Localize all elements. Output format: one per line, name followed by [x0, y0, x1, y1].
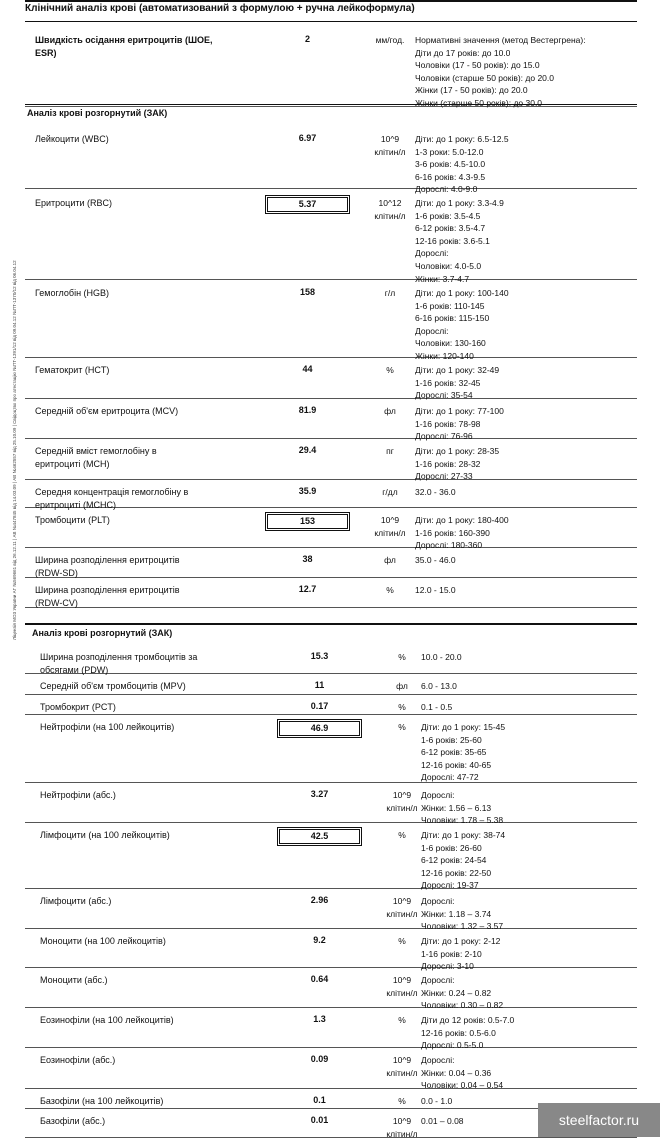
- test-name: [35, 364, 109, 377]
- reference-line: Чоловіки: 0.04 – 0.54: [421, 1080, 504, 1091]
- reference-line: Діти: до 1 року: 38-74: [421, 830, 506, 840]
- reference-line: Діти: до 1 року: 15-45: [421, 722, 506, 732]
- test-value: 0.1: [313, 1095, 326, 1105]
- test-unit: [360, 364, 420, 377]
- test-name-line: Нейтрофіли (на 100 лейкоцитів): [40, 722, 175, 732]
- reference-range: [421, 651, 462, 664]
- reference-line: Жінки (17 - 50 років): до 20.0: [415, 85, 528, 96]
- test-name-line: Базофіли (абс.): [40, 1116, 106, 1126]
- test-value: 42.5: [277, 827, 362, 846]
- test-name: [35, 197, 112, 210]
- table-row: [25, 550, 637, 578]
- test-value: 9.2: [313, 935, 326, 945]
- table-row: [25, 970, 637, 1011]
- reference-line: Жінки (старше 50 років): до 30.0: [415, 97, 543, 108]
- reference-line: 0.0 - 1.0: [421, 1096, 453, 1106]
- reference-line: 1-16 років: 78-98: [415, 418, 481, 429]
- table-row: [25, 401, 637, 442]
- reference-line: Жінки: 0.24 – 0.82: [421, 987, 492, 998]
- reference-range: [421, 1014, 514, 1052]
- test-value: 3.27: [310, 789, 329, 799]
- reference-line: Чоловіки (старше 50 років): до 20.0: [415, 72, 555, 83]
- reference-range: [421, 1115, 464, 1128]
- reference-range: [415, 197, 504, 285]
- unit-line: %: [398, 936, 406, 946]
- section-header: [25, 623, 637, 638]
- reference-line: Дорослі: 47-72: [421, 772, 479, 783]
- unit-line: фл: [396, 681, 408, 691]
- reference-line: Дорослі:: [421, 896, 455, 906]
- reference-line: Дорослі:: [421, 1055, 455, 1065]
- test-name-line: Нейтрофіли (абс.): [40, 790, 116, 800]
- test-value: 2: [304, 34, 310, 44]
- unit-line: 10^9: [380, 515, 400, 525]
- test-name-line: Моноцити (абс.): [40, 975, 108, 985]
- reference-range: [421, 895, 503, 933]
- reference-line: 12-16 років: 22-50: [421, 867, 492, 878]
- test-value: 2.96: [310, 895, 329, 905]
- test-name-line: Ширина розподілення тромбоцитів за: [40, 652, 198, 662]
- test-value: 0.09: [310, 1054, 329, 1064]
- table-row: [25, 510, 637, 551]
- test-unit: [360, 133, 420, 159]
- reference-line: Дорослі: 4.0-9.0: [415, 184, 478, 195]
- unit-line: клітин/л: [374, 528, 406, 538]
- section-title: Аналіз крові розгорнутий (ЗАК): [27, 108, 168, 118]
- test-name-line: Еозинофіли (абс.): [40, 1055, 116, 1065]
- reference-line: 1-16 років: 2-10: [421, 948, 482, 959]
- unit-line: клітин/л: [386, 1068, 418, 1078]
- test-name: [35, 445, 157, 471]
- reference-line: Дорослі: 19-37: [421, 880, 479, 891]
- reference-range: [415, 445, 499, 483]
- test-value: 44: [302, 364, 313, 374]
- reference-line: 0.1 - 0.5: [421, 702, 453, 712]
- test-name-line: еритроциті (MCHC): [35, 500, 116, 510]
- reference-line: Дорослі: 76-96: [415, 431, 473, 442]
- test-name: [40, 1054, 115, 1067]
- test-name: [40, 895, 111, 908]
- test-name-line: Тромбоцити (PLT): [35, 515, 110, 525]
- test-name-line: Ширина розподілення еритроцитів: [35, 585, 180, 595]
- test-name-line: Середній об'єм еритроцита (MCV): [35, 406, 179, 416]
- test-unit: [360, 34, 420, 47]
- test-name: [40, 935, 166, 948]
- test-name-line: Еритроцити (RBC): [35, 198, 112, 208]
- table-row: [25, 891, 637, 932]
- test-unit: [360, 445, 420, 458]
- reference-range: [421, 721, 505, 784]
- unit-line: 10^9: [392, 1055, 412, 1065]
- test-value: 6.97: [298, 133, 317, 143]
- test-name: [35, 554, 180, 580]
- unit-line: 10^9: [380, 134, 400, 144]
- test-value: 153: [265, 512, 350, 531]
- reference-line: Чоловіки: 130-160: [415, 338, 486, 349]
- test-name: [40, 829, 170, 842]
- unit-line: клітин/л: [374, 147, 406, 157]
- test-name-line: Середній об'єм тромбоцитів (MPV): [40, 681, 186, 691]
- test-name: [35, 34, 213, 60]
- reference-line: 12.0 - 15.0: [415, 585, 456, 595]
- reference-line: 0.01 – 0.08: [421, 1116, 464, 1126]
- reference-line: Дорослі:: [421, 975, 455, 985]
- reference-line: Діти: до 1 року: 6.5-12.5: [415, 134, 509, 144]
- unit-line: 10^9: [392, 790, 412, 800]
- reference-line: 10.0 - 20.0: [421, 652, 462, 662]
- reference-range: [421, 974, 503, 1012]
- reference-line: Чоловіки: 1.32 – 3.57: [421, 921, 504, 932]
- reference-line: Діти: до 1 року: 28-35: [415, 446, 500, 456]
- test-name-line: Гематокрит (HCT): [35, 365, 110, 375]
- report-header: [25, 0, 637, 22]
- test-value: 1.3: [313, 1014, 326, 1024]
- test-name: [40, 721, 174, 734]
- reference-range: [415, 554, 456, 567]
- test-unit: [360, 405, 420, 418]
- test-name: [35, 133, 109, 146]
- reference-line: 3-6 років: 4.5-10.0: [415, 159, 486, 170]
- test-unit: [360, 287, 420, 300]
- reference-range: [415, 405, 504, 443]
- test-name: [40, 974, 107, 987]
- reference-line: Жінки: 3.7-4.7: [415, 273, 470, 284]
- reference-line: 6-12 років: 24-54: [421, 855, 487, 866]
- reference-line: 6-16 років: 4.3-9.5: [415, 171, 486, 182]
- table-row: [25, 931, 637, 972]
- test-name: [35, 287, 109, 300]
- reference-range: [415, 287, 509, 363]
- reference-line: Дорослі:: [415, 248, 449, 259]
- table-row: [25, 825, 637, 889]
- test-name-line: обсягами (PDW): [40, 665, 109, 675]
- unit-line: фл: [384, 555, 396, 565]
- reference-line: 1-3 роки: 5.0-12.0: [415, 146, 484, 157]
- test-unit: [360, 554, 420, 567]
- reference-line: Жінки: 120-140: [415, 350, 474, 361]
- unit-line: 10^9: [392, 975, 412, 985]
- test-value: 35.9: [298, 486, 317, 496]
- unit-line: 10^9: [392, 1116, 412, 1126]
- test-value: 46.9: [277, 719, 362, 738]
- test-name: [40, 701, 116, 714]
- test-name-line: Лімфоцити (абс.): [40, 896, 112, 906]
- test-name: [35, 405, 178, 418]
- reference-line: 6.0 - 13.0: [421, 681, 457, 691]
- test-name-line: Лейкоцити (WBC): [35, 134, 109, 144]
- test-value: 15.3: [310, 651, 329, 661]
- test-name-line: еритроциті (MCH): [35, 459, 110, 469]
- test-name-line: Базофіли (на 100 лейкоцитів): [40, 1096, 164, 1106]
- reference-line: 1-6 років: 110-145: [415, 300, 485, 311]
- test-value: 12.7: [298, 584, 317, 594]
- reference-line: 6-16 років: 115-150: [415, 313, 490, 324]
- reference-line: Дорослі: 3-10: [421, 961, 474, 972]
- unit-line: клітин/л: [374, 211, 406, 221]
- test-value: 81.9: [298, 405, 317, 415]
- unit-line: %: [398, 830, 406, 840]
- reference-range: [415, 514, 509, 552]
- reference-range: [415, 34, 586, 110]
- test-name-line: Моноцити (на 100 лейкоцитів): [40, 936, 166, 946]
- unit-line: %: [398, 722, 406, 732]
- test-name: [40, 1115, 105, 1128]
- test-name-line: Тромбокрит (PCT): [40, 702, 116, 712]
- test-name: [35, 514, 110, 527]
- test-name-line: (RDW-SD): [35, 568, 78, 578]
- table-row: [25, 785, 637, 826]
- table-row: [25, 580, 637, 608]
- unit-line: %: [398, 1096, 406, 1106]
- reference-range: [415, 486, 456, 499]
- reference-range: [415, 133, 509, 196]
- reference-line: Нормативні значення (метод Вестергрена):: [415, 35, 586, 45]
- reference-line: 1-6 років: 3.5-4.5: [415, 210, 481, 221]
- test-unit: [360, 197, 420, 223]
- test-name-line: (RDW-CV): [35, 598, 78, 608]
- unit-line: пг: [386, 446, 394, 456]
- side-license-note: Ліцензія МОЗ України АГ №569661 від 26.12.11 | АВ №447845 від 14.03.09 | АВ №462557 від 25.10.09 | Свідоцтво про атестацію №ПТ-1391/12 від 09.04.12 №ПТ-1370/12 від 06.04.12: [12, 260, 17, 640]
- reference-line: Жінки: 1.18 – 3.74: [421, 908, 492, 919]
- reference-line: Жінки: 0.04 – 0.36: [421, 1067, 492, 1078]
- reference-line: Діти: до 1 року: 2-12: [421, 936, 501, 946]
- test-unit: [360, 486, 420, 499]
- reference-line: Діти до 12 років: 0.5-7.0: [421, 1015, 515, 1025]
- table-row: [25, 193, 637, 284]
- test-name-line: Ширина розподілення еритроцитів: [35, 555, 180, 565]
- unit-line: клітин/л: [386, 1129, 418, 1139]
- test-name-line: Гемоглобін (HGB): [35, 288, 110, 298]
- reference-range: [421, 935, 500, 973]
- test-name: [35, 584, 180, 610]
- table-row: [25, 129, 637, 195]
- test-name: [40, 680, 186, 693]
- reference-range: [421, 789, 503, 827]
- reference-line: Дорослі:: [415, 325, 449, 336]
- reference-line: 32.0 - 36.0: [415, 487, 456, 497]
- reference-line: Чоловіки (17 - 50 років): до 15.0: [415, 60, 540, 71]
- reference-range: [421, 680, 457, 693]
- test-value: 0.01: [310, 1115, 329, 1125]
- reference-line: Чоловіки: 4.0-5.0: [415, 260, 482, 271]
- reference-range: [421, 701, 452, 714]
- reference-line: 1-6 років: 26-60: [421, 842, 482, 853]
- test-name-line: Середній вміст гемоглобіну в: [35, 446, 157, 456]
- reference-line: Жінки: 1.56 – 6.13: [421, 802, 492, 813]
- reference-line: 12-16 років: 40-65: [421, 759, 492, 770]
- unit-line: клітин/л: [386, 909, 418, 919]
- unit-line: 10^12: [378, 198, 402, 208]
- unit-line: фл: [384, 406, 396, 416]
- test-name: [35, 486, 188, 512]
- test-unit: [360, 514, 420, 540]
- reference-line: Діти: до 1 року: 32-49: [415, 365, 500, 375]
- reference-range: [421, 829, 505, 892]
- reference-line: Чоловіки: 0.30 – 0.82: [421, 1000, 504, 1011]
- reference-range: [415, 364, 499, 402]
- reference-line: Дорослі: 180-360: [415, 540, 483, 551]
- unit-line: г/дл: [382, 487, 398, 497]
- test-name: [40, 1014, 174, 1027]
- watermark: steelfactor.ru: [538, 1103, 660, 1137]
- test-value: 158: [299, 287, 316, 297]
- test-unit: [360, 584, 420, 597]
- table-row: [25, 1050, 637, 1089]
- reference-line: 1-6 років: 25-60: [421, 734, 482, 745]
- test-value: 0.64: [310, 974, 329, 984]
- reference-line: Діти: до 1 року: 3.3-4.9: [415, 198, 504, 208]
- test-name: [40, 651, 197, 677]
- reference-line: 35.0 - 46.0: [415, 555, 456, 565]
- table-row: [25, 676, 637, 695]
- unit-line: %: [386, 365, 394, 375]
- unit-line: %: [386, 585, 394, 595]
- test-value: 5.37: [265, 195, 350, 214]
- table-row: [25, 441, 637, 480]
- test-name-line: Середня концентрація гемоглобіну в: [35, 487, 189, 497]
- section-title: Аналіз крові розгорнутий (ЗАК): [32, 628, 173, 638]
- unit-line: %: [398, 1015, 406, 1025]
- test-value: 0.17: [310, 701, 329, 711]
- unit-line: 10^9: [392, 896, 412, 906]
- test-name-line: ESR): [35, 48, 57, 58]
- reference-line: 12-16 років: 0.5-6.0: [421, 1027, 496, 1038]
- reference-line: Діти: до 1 року: 180-400: [415, 515, 509, 525]
- reference-line: 12-16 років: 3.6-5.1: [415, 235, 490, 246]
- test-value: 38: [302, 554, 313, 564]
- table-row: [25, 697, 637, 715]
- test-value: 11: [314, 680, 325, 690]
- table-row: [25, 360, 637, 399]
- reference-line: 1-16 років: 28-32: [415, 458, 481, 469]
- test-value: 29.4: [298, 445, 317, 455]
- unit-line: клітин/л: [386, 803, 418, 813]
- table-row: [25, 283, 637, 361]
- reference-line: Дорослі:: [421, 790, 455, 800]
- report-title: Клінічний аналіз крові (автоматизований з формулою + ручна лейкоформула): [25, 3, 415, 14]
- test-name-line: Швидкість осідання еритроцитів (ШОЕ,: [35, 35, 213, 45]
- table-row: [25, 1010, 637, 1051]
- unit-line: %: [398, 652, 406, 662]
- unit-line: клітин/л: [386, 988, 418, 998]
- reference-range: [421, 1054, 503, 1092]
- reference-line: Дорослі: 27-33: [415, 471, 473, 482]
- test-name-line: Еозинофіли (на 100 лейкоцитів): [40, 1015, 174, 1025]
- reference-line: Дорослі: 0.5-5.0: [421, 1040, 484, 1051]
- reference-line: 1-16 років: 32-45: [415, 377, 481, 388]
- unit-line: г/л: [384, 288, 396, 298]
- reference-line: Дорослі: 35-54: [415, 390, 473, 401]
- test-name-line: Лімфоцити (на 100 лейкоцитів): [40, 830, 170, 840]
- reference-line: Діти: до 1 року: 77-100: [415, 406, 504, 416]
- reference-range: [415, 584, 456, 597]
- reference-line: 6-12 років: 35-65: [421, 747, 487, 758]
- test-name: [40, 1095, 163, 1108]
- reference-range: [421, 1095, 452, 1108]
- unit-line: %: [398, 702, 406, 712]
- reference-line: 6-12 років: 3.5-4.7: [415, 223, 486, 234]
- reference-line: Діти до 17 років: до 10.0: [415, 47, 511, 58]
- reference-line: Діти: до 1 року: 100-140: [415, 288, 509, 298]
- reference-line: Чоловіки: 1.78 – 5.38: [421, 815, 504, 826]
- test-name: [40, 789, 116, 802]
- reference-line: 1-16 років: 160-390: [415, 527, 490, 538]
- table-row: [25, 482, 637, 508]
- table-row: [25, 717, 637, 783]
- table-row: [25, 30, 637, 107]
- table-row: [25, 647, 637, 674]
- unit-line: мм/год.: [375, 35, 405, 45]
